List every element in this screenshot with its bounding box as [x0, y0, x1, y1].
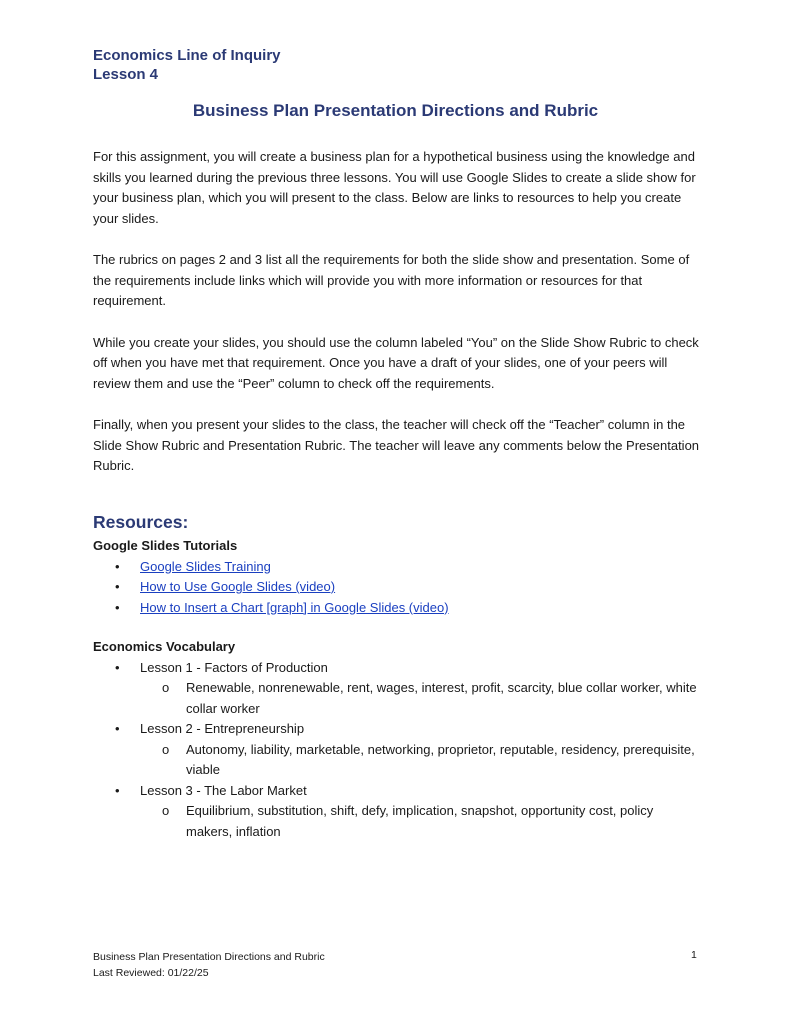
- circle-bullet-icon: o: [162, 741, 170, 757]
- tutorial-links-list: [93, 557, 703, 619]
- lesson-title: Lesson 1 - Factors of Production: [140, 659, 328, 675]
- lesson-title: Lesson 2 - Entrepreneurship: [140, 721, 305, 736]
- lesson-list: [93, 658, 703, 679]
- page-number: 1: [691, 949, 697, 961]
- intro-paragraph: The rubrics on pages 2 and 3 list all the requirements for both the slide show and presentation. Some of the requirements include links which will provide you with more information or resources for that requirement.: [93, 252, 690, 308]
- vocab-terms-list: [93, 740, 703, 781]
- intro-paragraph: While you create your slides, you should use the column labeled “You” on the Slide Show Rubric to check off when you have met that requirement. Once you have a draft of your slides, one of your peers will review them and use the “Peer” column to check off the requirements.: [93, 334, 699, 391]
- intro-paragraph: For this assignment, you will create a business plan for a hypothetical business using the knowledge and skills you learned during the previous three lessons. You will use Google Slides to create a slide show for your business plan, which you will present to the class. Below are links to resources to help you create your slides.: [93, 149, 696, 226]
- bullet-icon: •: [115, 721, 120, 736]
- tutorials-section: [93, 536, 703, 618]
- lesson-title: Lesson 3 - The Labor Market: [140, 782, 307, 798]
- list-item: [93, 740, 703, 781]
- link-how-to-use-google-slides[interactable]: How to Use Google Slides (video): [140, 579, 336, 594]
- link-insert-chart[interactable]: How to Insert a Chart [graph] in Google Slides (video): [140, 599, 449, 615]
- bullet-icon: •: [115, 599, 120, 615]
- page-footer: [93, 949, 325, 981]
- lesson-list: [93, 719, 703, 740]
- vocab-terms: Renewable, nonrenewable, rent, wages, interest, profit, scarcity, blue collar worker, white collar worker: [186, 680, 697, 716]
- course-header: [93, 46, 281, 84]
- vocab-terms-list: [93, 801, 703, 842]
- link-google-slides-training[interactable]: Google Slides Training: [140, 558, 271, 574]
- bullet-icon: •: [115, 558, 120, 574]
- tutorials-label: Google Slides Tutorials: [93, 538, 238, 553]
- footer-last-reviewed: Last Reviewed: 01/22/25: [93, 967, 209, 979]
- intro-paragraph: Finally, when you present your slides to the class, the teacher will check off the “Teacher” column in the Slide Show Rubric and Presentation Rubric. The teacher will leave any comments below the Presentation Rubric.: [93, 417, 700, 473]
- intro-section: [93, 147, 703, 498]
- list-item: [93, 801, 703, 842]
- circle-bullet-icon: o: [162, 680, 170, 695]
- resources-heading: Resources:: [93, 512, 189, 532]
- circle-bullet-icon: o: [162, 803, 170, 818]
- footer-document-name: Business Plan Presentation Directions and Rubric: [93, 951, 325, 963]
- list-item: [93, 678, 703, 719]
- list-item: [93, 719, 703, 740]
- vocab-terms-list: [93, 678, 703, 719]
- list-item: [93, 577, 703, 598]
- bullet-icon: •: [115, 659, 120, 675]
- list-item: [93, 598, 703, 619]
- vocab-terms: Equilibrium, substitution, shift, defy, implication, snapshot, opportunity cost, policy makers, inflation: [186, 803, 654, 839]
- vocabulary-label: Economics Vocabulary: [93, 639, 236, 654]
- list-item: [93, 557, 703, 578]
- course-name: Economics Line of Inquiry: [93, 47, 281, 64]
- lesson-number: Lesson 4: [93, 66, 159, 83]
- list-item: [93, 658, 703, 679]
- list-item: [93, 781, 703, 802]
- bullet-icon: •: [115, 579, 120, 594]
- vocabulary-section: [93, 637, 703, 842]
- bullet-icon: •: [115, 782, 120, 798]
- document-title: Business Plan Presentation Directions and Rubric: [192, 101, 599, 120]
- lesson-list: [93, 781, 703, 802]
- vocab-terms: Autonomy, liability, marketable, networking, proprietor, reputable, residency, prerequisite, viable: [186, 741, 695, 777]
